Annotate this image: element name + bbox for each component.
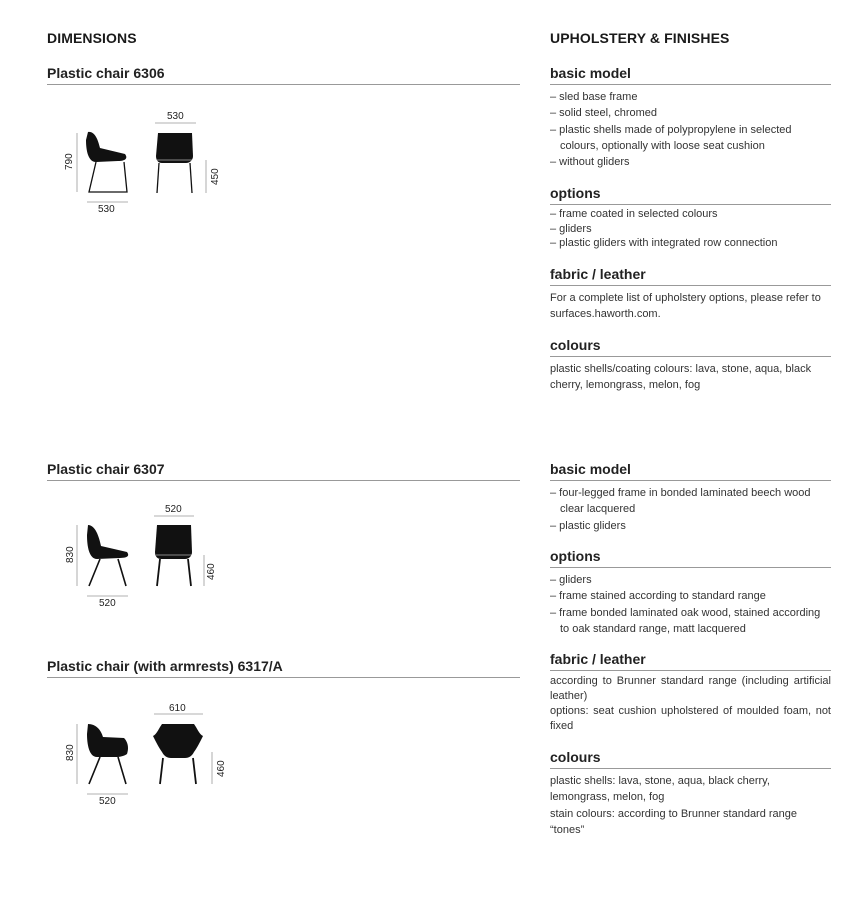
list-item: – four-legged frame in bonded laminated beech wood clear lacquered [550, 487, 811, 516]
chair-6317a-title: Plastic chair (with armrests) 6317/A [47, 658, 283, 674]
depth-dimension: 520 [99, 796, 116, 807]
paragraph: options: seat cushion upholstered of moulded foam, not fixed [550, 705, 831, 732]
paragraph: according to Brunner standard range (including artificial leather) [550, 675, 831, 702]
chair-6306-title: Plastic chair 6306 [47, 65, 165, 81]
divider [550, 567, 831, 568]
divider [550, 768, 831, 769]
basic-model-list [550, 89, 831, 170]
list-item: – gliders [550, 222, 592, 235]
colours-title: colours [550, 337, 601, 353]
list-item: – plastic gliders [550, 519, 626, 532]
width-dimension: 520 [165, 504, 182, 515]
upholstery-heading: UPHOLSTERY & FINISHES [550, 30, 730, 46]
list-item: – frame stained according to standard range [550, 590, 766, 603]
fabric-leather-text: For a complete list of upholstery options, please refer to surfaces.haworth.com. [550, 292, 821, 321]
options-title: options [550, 185, 601, 201]
depth-dimension: 530 [98, 204, 115, 215]
seat-height-dimension: 460 [216, 760, 227, 777]
list-item: – solid steel, chromed [550, 107, 657, 120]
basic-model-title: basic model [550, 65, 631, 81]
options-title: options [550, 548, 601, 564]
chair-6307-title: Plastic chair 6307 [47, 461, 165, 477]
paragraph: plastic shells: lava, stone, aqua, black cherry, lemongrass, melon, fog [550, 775, 770, 804]
seat-height-dimension: 460 [206, 563, 217, 580]
divider [550, 356, 831, 357]
basic-model-title: basic model [550, 461, 631, 477]
colours-title: colours [550, 749, 601, 765]
height-dimension: 830 [65, 744, 76, 761]
list-item: – sled base frame [550, 91, 638, 103]
divider [550, 480, 831, 481]
list-item: – plastic shells made of polypropylene in selected colours, optionally with loose seat cushion [550, 123, 792, 152]
list-item: – without gliders [550, 156, 630, 169]
list-item: – gliders [550, 574, 592, 586]
depth-dimension: 520 [99, 598, 116, 609]
options-list [550, 572, 831, 637]
divider [550, 84, 831, 85]
divider [550, 670, 831, 671]
fabric-leather-title: fabric / leather [550, 266, 646, 282]
fabric-leather-title: fabric / leather [550, 651, 646, 667]
basic-model-list [550, 485, 831, 534]
height-dimension: 790 [64, 153, 75, 170]
height-dimension: 830 [65, 546, 76, 563]
width-dimension: 530 [167, 111, 184, 122]
colours-text [550, 773, 831, 838]
list-item: – plastic gliders with integrated row connection [550, 237, 778, 250]
divider [550, 285, 831, 286]
list-item: – frame bonded laminated oak wood, stained according to oak standard range, matt lacquered [550, 606, 821, 635]
list-item: – frame coated in selected colours [550, 208, 718, 220]
fabric-leather-text [550, 674, 831, 734]
seat-height-dimension: 450 [210, 168, 221, 185]
paragraph: stain colours: according to Brunner standard range “tones” [550, 807, 798, 836]
divider [550, 204, 831, 205]
options-list [550, 207, 831, 251]
colours-text: plastic shells/coating colours: lava, stone, aqua, black cherry, lemongrass, melon, fog [550, 363, 812, 392]
dimensions-heading: DIMENSIONS [47, 30, 137, 46]
width-dimension: 610 [169, 703, 186, 714]
